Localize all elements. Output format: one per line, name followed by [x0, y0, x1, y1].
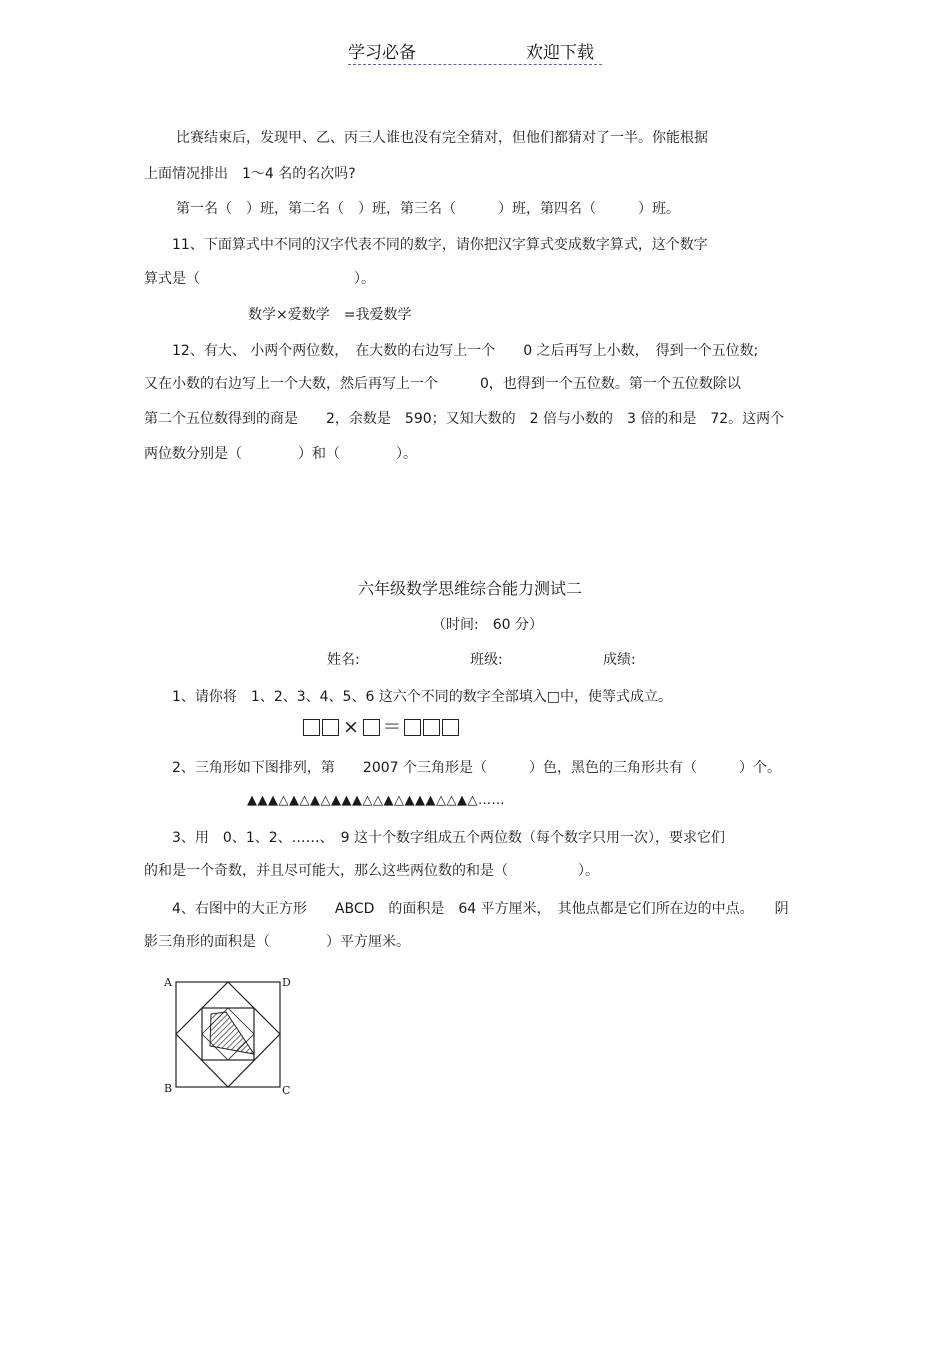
- class-label: 班级:: [470, 652, 503, 668]
- vertex-label-a: A: [164, 976, 172, 989]
- test-title: 六年级数学思维综合能力测试二: [358, 579, 583, 598]
- vertex-label-d: D: [282, 976, 291, 989]
- question-3-line1: 3、用 0、1、2、……、 9 这十个数字组成五个两位数（每个数字只用一次），要求它们: [172, 830, 725, 846]
- question-11-line1: 11、下面算式中不同的汉字代表不同的数字，请你把汉字算式变成数字算式，这个数字: [172, 237, 708, 253]
- shaded-triangle: [210, 1012, 254, 1054]
- test-time: （时间: 60 分）: [432, 617, 543, 633]
- square-abcd-figure: [156, 972, 296, 1098]
- question-11-formula: 数学×爱数学 =我爱数学: [248, 307, 412, 323]
- question-2-text: 2、三角形如下图排列，第 2007 个三角形是（ ）色，黑色的三角形共有（ ）个。: [172, 760, 781, 776]
- header-dashed-underline: [348, 64, 602, 65]
- times-sign: ×: [343, 716, 359, 738]
- question-1-text: 1、请你将 1、2、3、4、5、6 这六个不同的数字全部填入□中，使等式成立。: [172, 689, 673, 705]
- question-12-line4: 两位数分别是（ ）和（ ）。: [144, 446, 417, 462]
- header-left-text: 学习必备: [348, 43, 416, 63]
- answer-box: [423, 719, 440, 736]
- paragraph-competition-line1: 比赛结束后，发现甲、乙、丙三人谁也没有完全猜对，但他们都猜对了一半。你能根据: [176, 130, 708, 146]
- answer-box: [322, 719, 339, 736]
- equals-sign: ＝: [382, 716, 402, 738]
- header-right-text: 欢迎下载: [526, 43, 594, 63]
- vertex-label-c: C: [282, 1084, 291, 1097]
- score-label: 成绩:: [603, 652, 636, 668]
- vertex-label-b: B: [164, 1082, 173, 1095]
- answer-box: [404, 719, 421, 736]
- question-4-line1: 4、右图中的大正方形 ABCD 的面积是 64 平方厘米， 其他点都是它们所在边的中点。 阴: [172, 901, 789, 917]
- question-11-line2: 算式是（ ）。: [144, 271, 375, 287]
- name-label: 姓名:: [327, 652, 360, 668]
- answer-box: [442, 719, 459, 736]
- question-1-box-equation: [303, 718, 459, 737]
- question-12-line1: 12、有大、 小两个两位数， 在大数的右边写上一个 0 之后再写上小数， 得到一个五位数;: [172, 343, 759, 359]
- question-12-line2: 又在小数的右边写上一个大数，然后再写上一个 0，也得到一个五位数。第一个五位数除以: [144, 376, 741, 392]
- triangle-sequence: ▲▲▲△▲△▲△▲▲▲△△▲△▲▲▲△△▲△……: [247, 793, 505, 808]
- question-12-line3: 第二个五位数得到的商是 2，余数是 590；又知大数的 2 倍与小数的 3 倍的和是 72。这两个: [144, 411, 785, 427]
- question-3-line2: 的和是一个奇数，并且尽可能大，那么这些两位数的和是（ ）。: [144, 863, 599, 879]
- answer-box: [303, 719, 320, 736]
- ranking-answer-line: 第一名（ ）班，第二名（ ）班，第三名（ ）班，第四名（ ）班。: [176, 201, 680, 217]
- paragraph-competition-line2: 上面情况排出 1～4 名的名次吗?: [144, 166, 356, 182]
- question-4-line2: 影三角形的面积是（ ）平方厘米。: [144, 934, 410, 950]
- answer-box: [363, 719, 380, 736]
